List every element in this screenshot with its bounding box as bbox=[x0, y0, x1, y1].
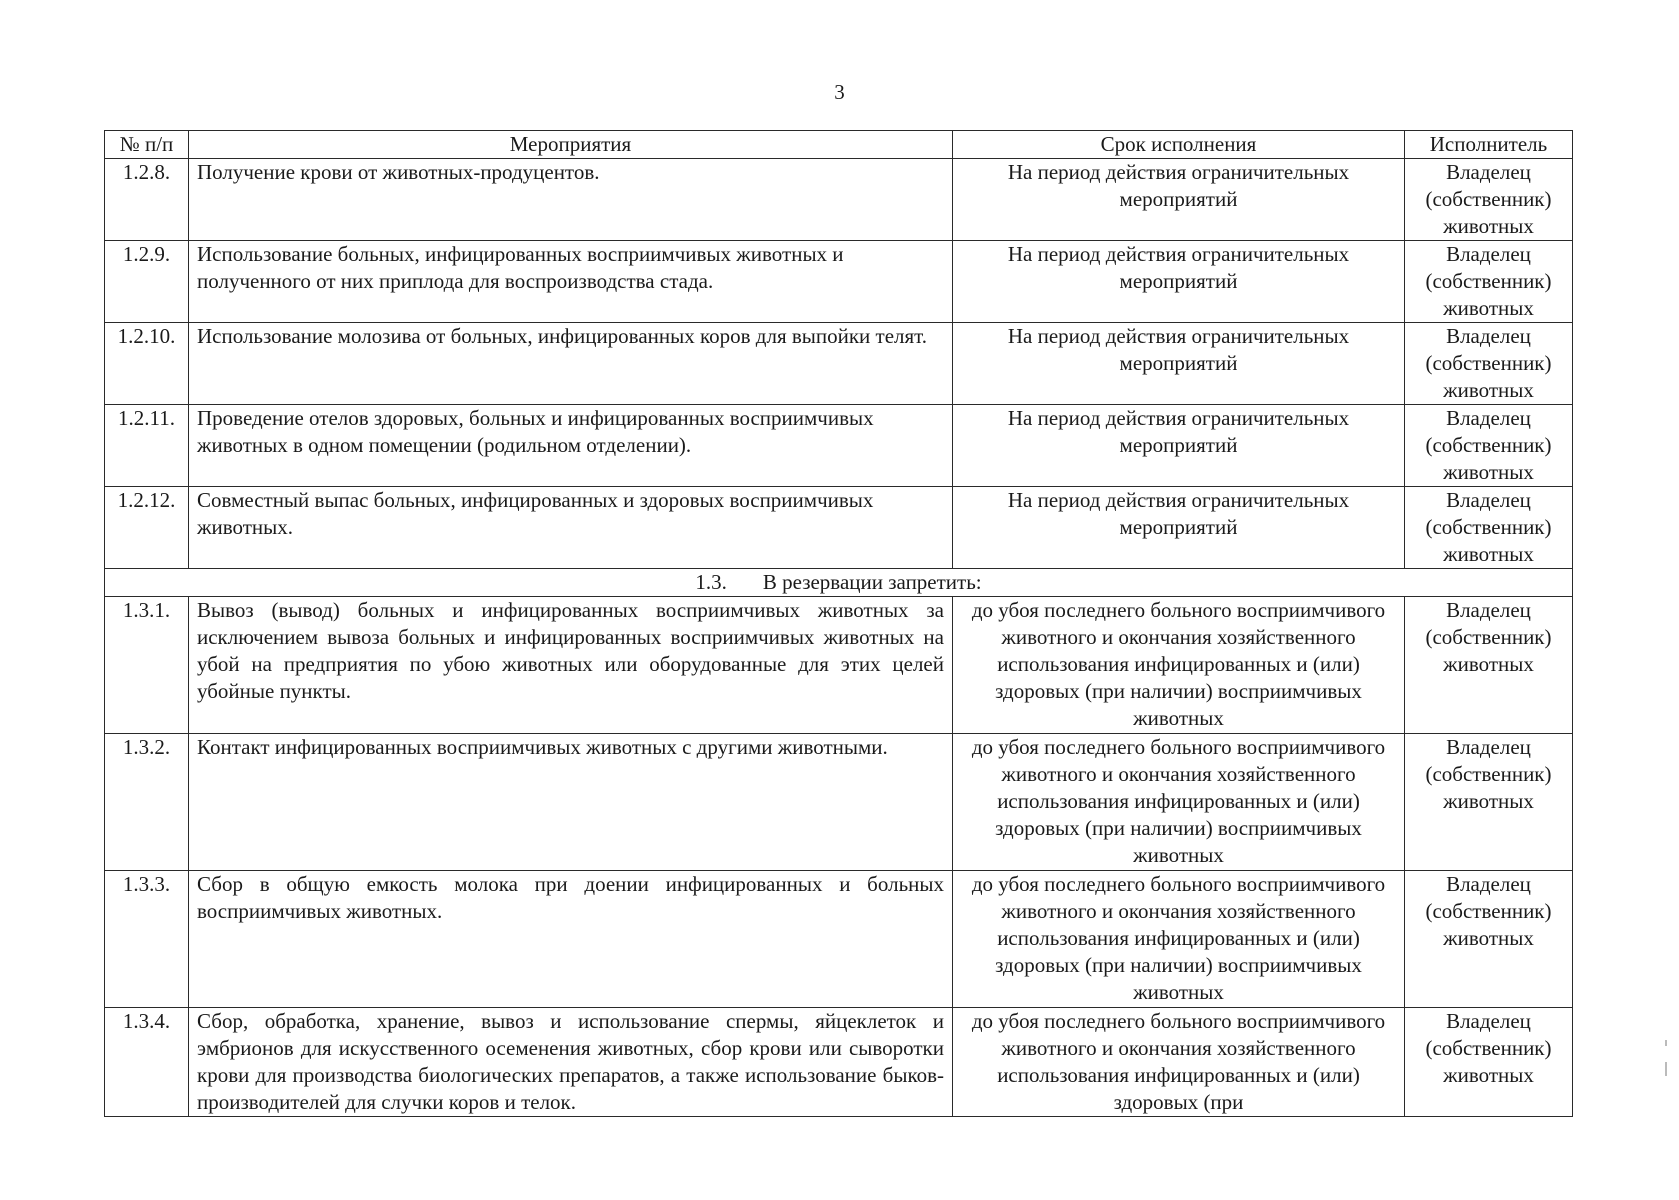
table-row bbox=[105, 1008, 1573, 1117]
table-row bbox=[105, 405, 1573, 487]
measures-table bbox=[104, 130, 1573, 1117]
row-deadline: На период действия ограничительных мероприятий bbox=[953, 241, 1405, 323]
section-title: В резервации запретить: bbox=[762, 570, 982, 594]
row-num: 1.2.10. bbox=[105, 323, 189, 405]
table-row bbox=[105, 734, 1573, 871]
row-num: 1.2.8. bbox=[105, 159, 189, 241]
row-deadline: до убоя последнего больного восприимчивого животного и окончания хозяйственного использования инфицированных и (или) здоровых (при bbox=[953, 1008, 1405, 1117]
row-deadline: до убоя последнего больного восприимчивого животного и окончания хозяйственного использования инфицированных и (или) здоровых (при наличии) восприимчивых животных bbox=[953, 734, 1405, 871]
row-executor: Владелец (собственник) животных bbox=[1405, 241, 1573, 323]
section-heading-row bbox=[105, 569, 1573, 597]
row-executor: Владелец (собственник) животных bbox=[1405, 487, 1573, 569]
row-activity: Сбор, обработка, хранение, вывоз и использование спермы, яйцеклеток и эмбрионов для искусственного осеменения животных, сбор крови или сыворотки крови для производства биологических препаратов, а также использование быков-производителей для случки коров и телок. bbox=[189, 1008, 953, 1117]
table-row bbox=[105, 241, 1573, 323]
row-executor: Владелец (собственник) животных bbox=[1405, 1008, 1573, 1117]
header-deadline: Срок исполнения bbox=[953, 131, 1405, 159]
header-num: № п/п bbox=[105, 131, 189, 159]
table-row bbox=[105, 487, 1573, 569]
table-row bbox=[105, 597, 1573, 734]
row-activity: Использование молозива от больных, инфицированных коров для выпойки телят. bbox=[189, 323, 953, 405]
scan-edge-mark bbox=[1665, 1062, 1667, 1076]
row-activity: Использование больных, инфицированных восприимчивых животных и полученного от них приплода для воспроизводства стада. bbox=[189, 241, 953, 323]
row-executor: Владелец (собственник) животных bbox=[1405, 734, 1573, 871]
row-num: 1.3.2. bbox=[105, 734, 189, 871]
row-num: 1.2.12. bbox=[105, 487, 189, 569]
row-executor: Владелец (собственник) животных bbox=[1405, 159, 1573, 241]
section-number: 1.3. bbox=[695, 570, 727, 594]
header-executor: Исполнитель bbox=[1405, 131, 1573, 159]
row-activity: Проведение отелов здоровых, больных и инфицированных восприимчивых животных в одном помещении (родильном отделении). bbox=[189, 405, 953, 487]
row-executor: Владелец (собственник) животных bbox=[1405, 405, 1573, 487]
row-activity: Контакт инфицированных восприимчивых животных с другими животными. bbox=[189, 734, 953, 871]
row-deadline: На период действия ограничительных мероприятий bbox=[953, 323, 1405, 405]
row-activity: Получение крови от животных-продуцентов. bbox=[189, 159, 953, 241]
row-activity: Совместный выпас больных, инфицированных и здоровых восприимчивых животных. bbox=[189, 487, 953, 569]
section-heading bbox=[105, 569, 1573, 597]
row-deadline: до убоя последнего больного восприимчивого животного и окончания хозяйственного использования инфицированных и (или) здоровых (при наличии) восприимчивых животных bbox=[953, 871, 1405, 1008]
header-activity: Мероприятия bbox=[189, 131, 953, 159]
row-activity: Сбор в общую емкость молока при доении инфицированных и больных восприимчивых животных. bbox=[189, 871, 953, 1008]
row-deadline: На период действия ограничительных мероприятий bbox=[953, 487, 1405, 569]
scan-edge-mark bbox=[1665, 1040, 1667, 1046]
row-deadline: На период действия ограничительных мероприятий bbox=[953, 405, 1405, 487]
row-executor: Владелец (собственник) животных bbox=[1405, 323, 1573, 405]
table-header-row bbox=[105, 131, 1573, 159]
row-num: 1.2.11. bbox=[105, 405, 189, 487]
table-row bbox=[105, 323, 1573, 405]
row-activity: Вывоз (вывод) больных и инфицированных восприимчивых животных за исключением вывоза больных и инфицированных восприимчивых животных на убой на предприятия по убою животных или оборудованные для этих целей убойные пункты. bbox=[189, 597, 953, 734]
row-deadline: На период действия ограничительных мероприятий bbox=[953, 159, 1405, 241]
page-number: 3 bbox=[834, 80, 845, 104]
row-num: 1.3.4. bbox=[105, 1008, 189, 1117]
row-deadline: до убоя последнего больного восприимчивого животного и окончания хозяйственного использования инфицированных и (или) здоровых (при наличии) восприимчивых животных bbox=[953, 597, 1405, 734]
table-row bbox=[105, 159, 1573, 241]
table-row bbox=[105, 871, 1573, 1008]
row-num: 1.2.9. bbox=[105, 241, 189, 323]
row-executor: Владелец (собственник) животных bbox=[1405, 871, 1573, 1008]
row-num: 1.3.3. bbox=[105, 871, 189, 1008]
row-num: 1.3.1. bbox=[105, 597, 189, 734]
row-executor: Владелец (собственник) животных bbox=[1405, 597, 1573, 734]
